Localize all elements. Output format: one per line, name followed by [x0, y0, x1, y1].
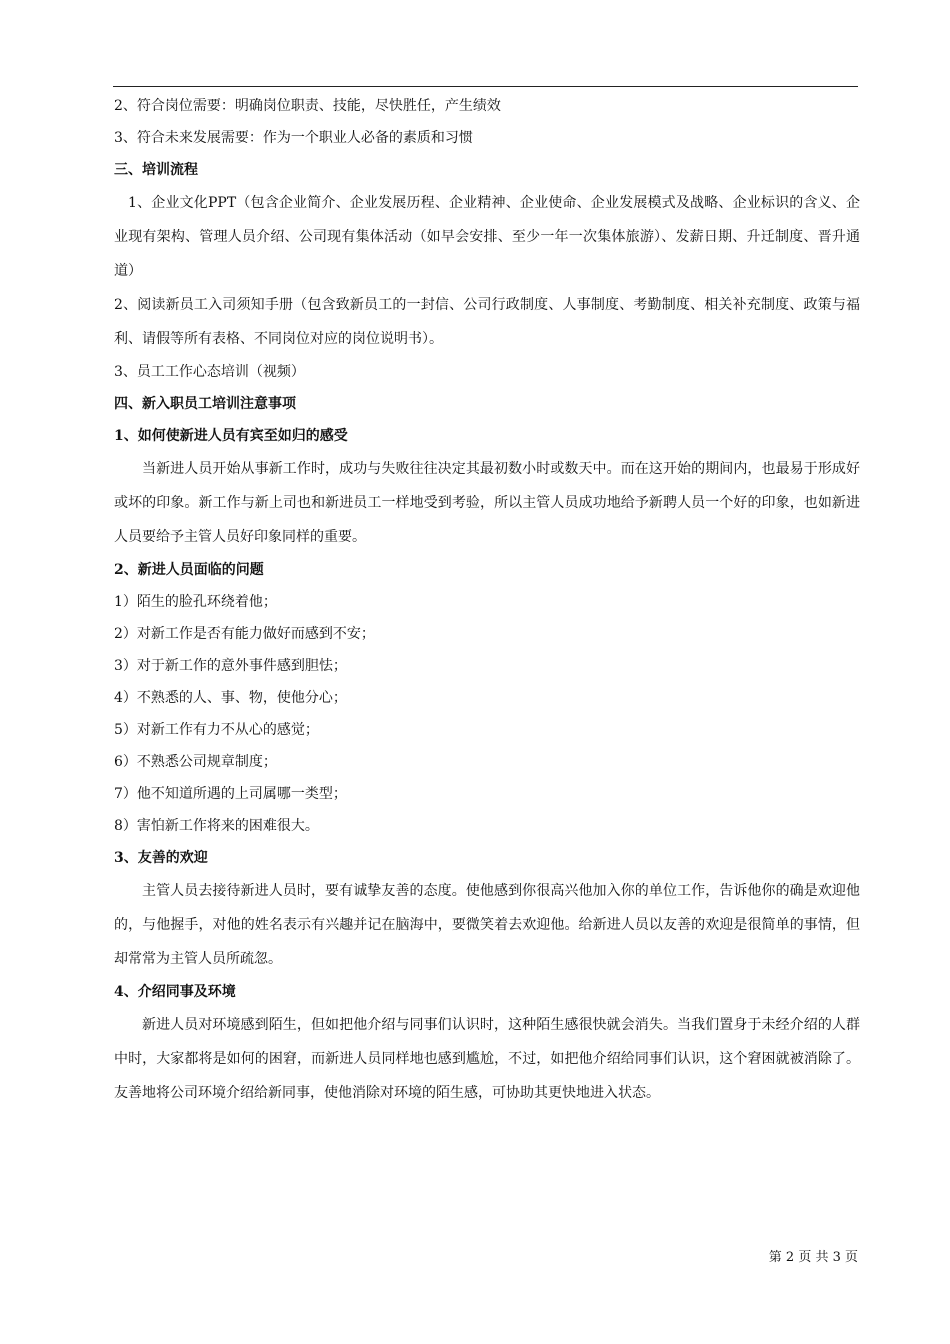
line-goal-2: 2、符合岗位需要：明确岗位职责、技能，尽快胜任，产生绩效 [114, 98, 501, 114]
document-body [114, 90, 860, 1110]
subheading-problems: 2、新进人员面临的问题 [114, 562, 264, 578]
list-item: 1）陌生的脸孔环绕着他； [114, 594, 277, 610]
paragraph-culture-ppt: 1、企业文化PPT（包含企业简介、企业发展历程、企业精神、企业使命、企业发展模式及战略、企业标识的含义、企业现有架构、管理人员介绍、公司现有集体活动（如早会安排、至少一年一次集体旅游）、发薪日期、升迁制度、晋升通道） [114, 195, 860, 279]
list-item: 2）对新工作是否有能力做好而感到不安； [114, 626, 375, 642]
paragraph-friendly-welcome: 主管人员去接待新进人员时，要有诚挚友善的态度。使他感到你很高兴他加入你的单位工作，告诉他你的确是欢迎他的，与他握手，对他的姓名表示有兴趣并记在脑海中，要微笑着去欢迎他。给新进人员以友善的欢迎是很简单的事情，但却常常为主管人员所疏忽。 [114, 883, 860, 967]
paragraph-introduce-colleagues: 新进人员对环境感到陌生，但如把他介绍与同事们认识时，这种陌生感很快就会消失。当我们置身于未经介绍的人群中时，大家都将是如何的困窘，而新进人员同样地也感到尴尬，不过，如把他介绍给同事们认识，这个窘困就被消除了。友善地将公司环境介绍给新同事，使他消除对环境的陌生感，可协助其更快地进入状态。 [114, 1017, 860, 1101]
list-item: 8）害怕新工作将来的困难很大。 [114, 818, 319, 834]
list-item: 3）对于新工作的意外事件感到胆怯； [114, 658, 347, 674]
line-attitude-training: 3、员工工作心态培训（视频） [114, 364, 305, 380]
list-item: 5）对新工作有力不从心的感觉； [114, 722, 319, 738]
paragraph-first-impression: 当新进人员开始从事新工作时，成功与失败往往决定其最初数小时或数天中。而在这开始的期间内，也最易于形成好或坏的印象。新工作与新上司也和新进员工一样地受到考验，所以主管人员成功地给予新聘人员一个好的印象，也如新进人员要给予主管人员好印象同样的重要。 [114, 461, 860, 545]
page-number: 第 2 页 共 3 页 [768, 1250, 858, 1265]
subheading-friendly-welcome: 3、友善的欢迎 [114, 850, 208, 866]
list-item: 4）不熟悉的人、事、物，使他分心； [114, 690, 347, 706]
heading-notes: 四、新入职员工培训注意事项 [114, 396, 296, 412]
subheading-introduce-colleagues: 4、介绍同事及环境 [114, 984, 236, 1000]
heading-training-process: 三、培训流程 [114, 162, 198, 178]
list-item: 6）不熟悉公司规章制度； [114, 754, 277, 770]
subheading-welcome-feeling: 1、如何使新进人员有宾至如归的感受 [114, 428, 348, 444]
line-goal-3: 3、符合未来发展需要：作为一个职业人必备的素质和习惯 [114, 130, 473, 146]
list-item: 7）他不知道所遇的上司属哪一类型； [114, 786, 347, 802]
paragraph-handbook: 2、阅读新员工入司须知手册（包含致新员工的一封信、公司行政制度、人事制度、考勤制度、相关补充制度、政策与福利、请假等所有表格、不同岗位对应的岗位说明书）。 [114, 297, 860, 347]
header-rule [113, 86, 858, 87]
